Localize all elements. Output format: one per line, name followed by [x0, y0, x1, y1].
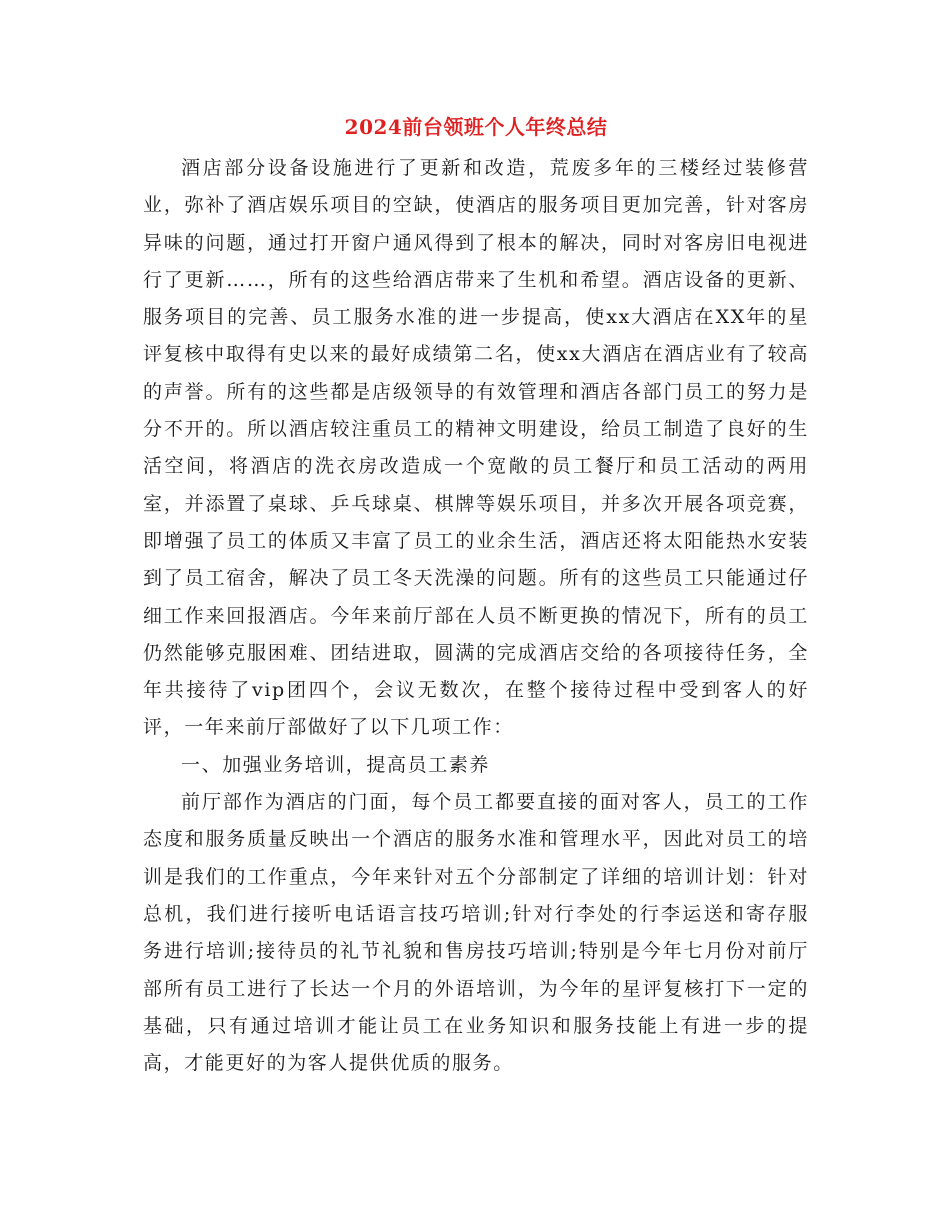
document-title: 2024前台领班个人年终总结: [344, 115, 608, 139]
paragraph-intro: 酒店部分设备设施进行了更新和改造，荒废多年的三楼经过装修营业，弥补了酒店娱乐项目的空缺，使酒店的服务项目更加完善，针对客房异味的问题，通过打开窗户通风得到了根本的解决，同时对客房旧电视进行了更新……，所有的这些给酒店带来了生机和希望。酒店设备的更新、服务项目的完善、员工服务水准的进一步提高，使xx大酒店在XX年的星评复核中取得有史以来的最好成绩第二名，使xx大酒店在酒店业有了较高的声誉。所有的这些都是店级领导的有效管理和酒店各部门员工的努力是分不开的。所以酒店较注重员工的精神文明建设，给员工制造了良好的生活空间，将酒店的洗衣房改造成一个宽敞的员工餐厅和员工活动的两用室，并添置了桌球、乒乓球桌、棋牌等娱乐项目，并多次开展各项竞赛，即增强了员工的体质又丰富了员工的业余生活，酒店还将太阳能热水安装到了员工宿舍，解决了员工冬天洗澡的问题。所有的这些员工只能通过仔细工作来回报酒店。今年来前厅部在人员不断更换的情况下，所有的员工仍然能够克服困难、团结进取，圆满的完成酒店交给的各项接待任务，全年共接待了vip团四个，会议无数次，在整个接待过程中受到客人的好评，一年来前厅部做好了以下几项工作：: [143, 157, 809, 739]
section-heading-training: 一、加强业务培训，提高员工素养: [181, 753, 491, 776]
document-page: [143, 110, 809, 1082]
paragraph-training: 前厅部作为酒店的门面，每个员工都要直接的面对客人，员工的工作态度和服务质量反映出一个酒店的服务水准和管理水平，因此对员工的培训是我们的工作重点，今年来针对五个分部制定了详细的培训计划：针对总机，我们进行接听电话语言技巧培训;针对行李处的行李运送和寄存服务进行培训;接待员的礼节礼貌和售房技巧培训;特别是今年七月份对前厅部所有员工进行了长达一个月的外语培训，为今年的星评复核打下一定的基础，只有通过培训才能让员工在业务知识和服务技能上有进一步的提高，才能更好的为客人提供优质的服务。: [143, 791, 809, 1075]
